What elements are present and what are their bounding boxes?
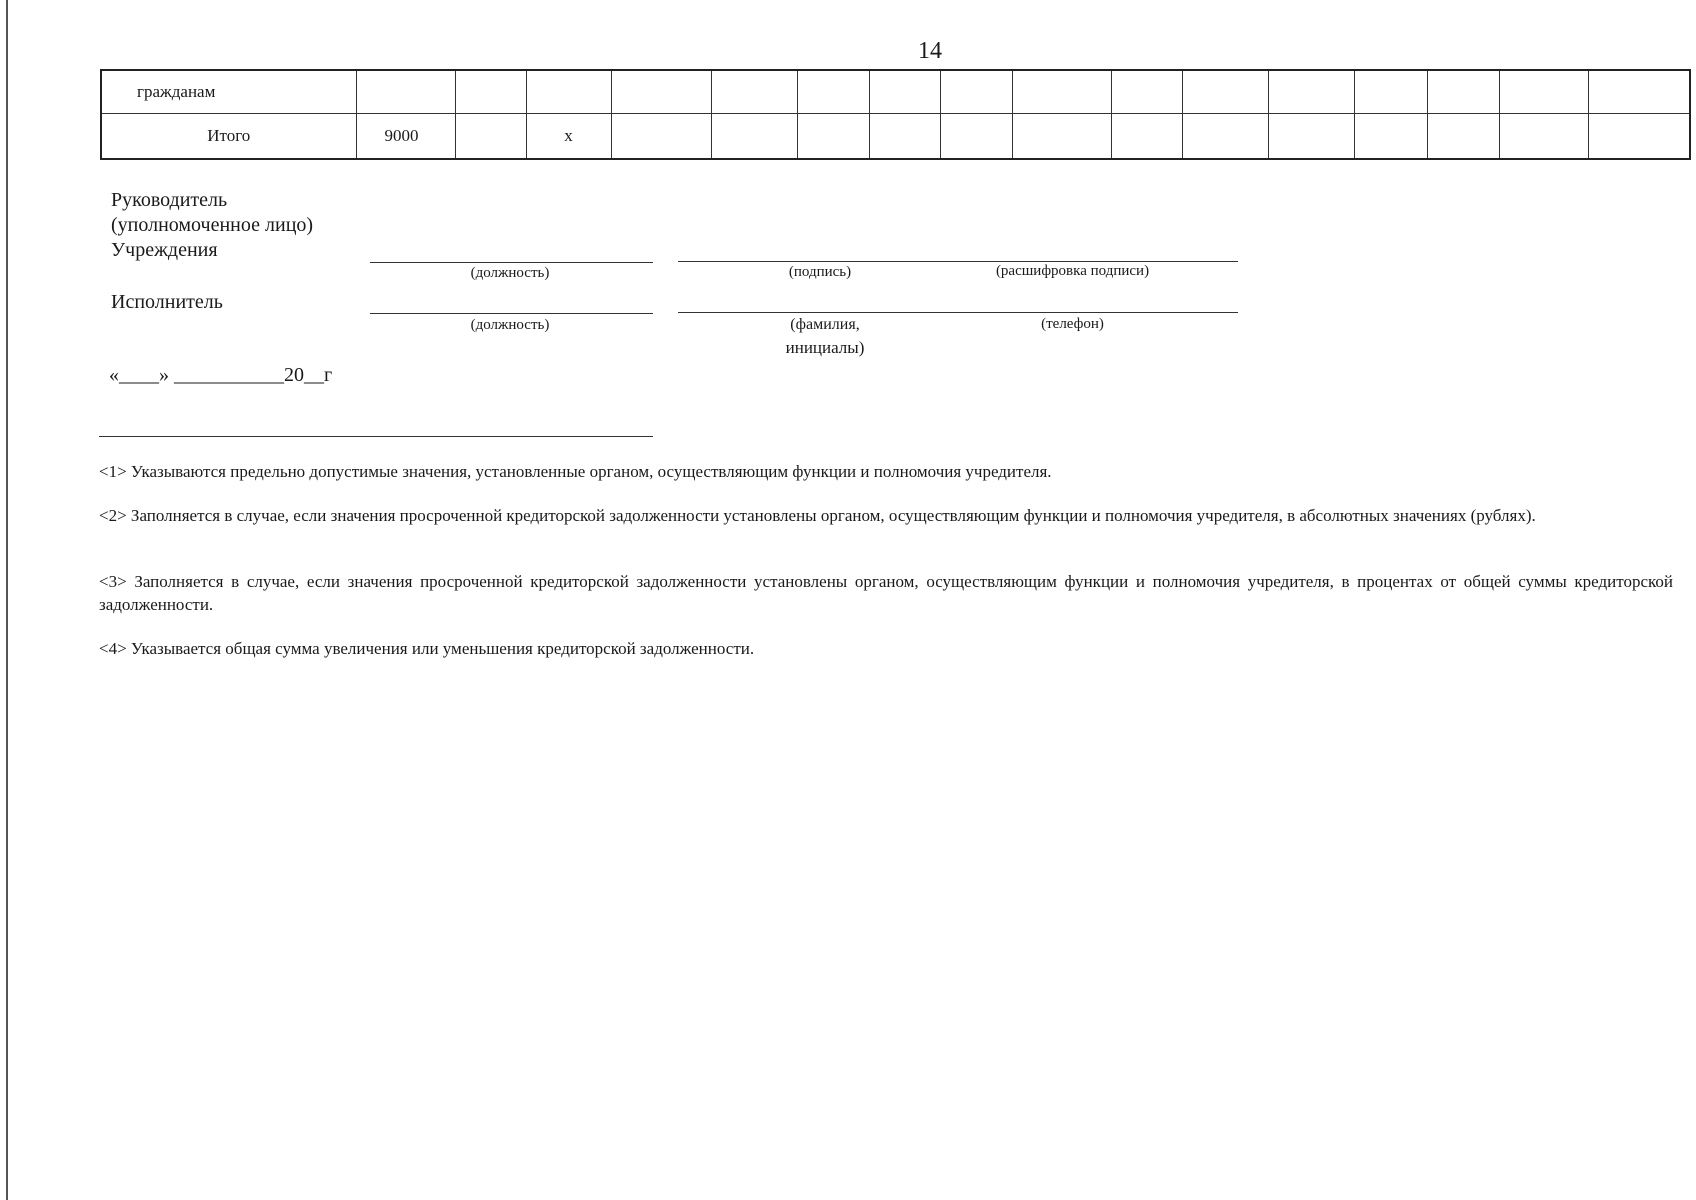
table-cell <box>940 70 1012 114</box>
table-cell <box>1012 114 1111 160</box>
table-cell <box>1182 114 1268 160</box>
signature-caption: (подпись) <box>788 264 852 280</box>
decoding-caption: (расшифровка подписи) <box>995 263 1150 279</box>
table-cell <box>1182 70 1268 114</box>
table-cell-total-label: Итого <box>101 114 356 160</box>
table-cell <box>1588 114 1690 160</box>
table-cell <box>869 70 940 114</box>
table-cell <box>455 114 526 160</box>
table-cell <box>711 114 797 160</box>
table-cell-total-value: 9000 <box>356 114 455 160</box>
table-cell <box>797 70 869 114</box>
surname-caption-line1: (фамилия, <box>790 316 860 333</box>
table-cell-label: гражданам <box>101 70 356 114</box>
table-cell <box>1427 70 1499 114</box>
table-cell <box>869 114 940 160</box>
table-cell-x: х <box>526 114 611 160</box>
position-line <box>370 262 653 263</box>
table-row <box>101 70 1690 114</box>
table-cell <box>356 70 455 114</box>
position-caption: (должность) <box>470 265 550 281</box>
footnote-3: <3> Заполняется в случае, если значения просроченной кредиторской задолженности установлены органом, осуществляющим функции и полномочия учредителя, в процентах от общей суммы кредиторской задолженности. <box>99 572 1673 614</box>
date-line: «____» ___________20__г <box>109 364 333 386</box>
head-label-line1: Руководитель <box>111 189 228 211</box>
executor-label: Исполнитель <box>111 291 223 313</box>
head-label-line3: Учреждения <box>111 239 218 261</box>
surname-caption-line2: инициалы) <box>785 338 865 357</box>
table-cell <box>611 114 711 160</box>
executor-position-caption: (должность) <box>470 317 550 333</box>
table-row-total <box>101 114 1690 160</box>
table-cell <box>711 70 797 114</box>
page-number: 14 <box>918 38 942 64</box>
table-cell <box>1499 114 1588 160</box>
table-cell <box>1354 114 1427 160</box>
footnote-2: <2> Заполняется в случае, если значения просроченной кредиторской задолженности установлены органом, осуществляющим функции и полномочия учредителя, в абсолютных значениях (рублях). <box>99 506 1536 525</box>
signature-line <box>678 261 1238 262</box>
table-cell <box>455 70 526 114</box>
footnote-4: <4> Указывается общая сумма увеличения или уменьшения кредиторской задолженности. <box>99 639 755 658</box>
executor-details-line <box>678 312 1238 313</box>
table-cell <box>1111 114 1182 160</box>
head-label-line2: (уполномоченное лицо) <box>111 214 314 236</box>
phone-caption: (телефон) <box>1041 316 1104 332</box>
table-cell <box>1588 70 1690 114</box>
page-left-border <box>6 0 8 1200</box>
footnote-1: <1> Указываются предельно допустимые значения, установленные органом, осуществляющим функции и полномочия учредителя. <box>99 462 1052 481</box>
table-cell <box>1268 114 1354 160</box>
data-table <box>100 69 1691 160</box>
table-cell <box>1268 70 1354 114</box>
table-cell <box>940 114 1012 160</box>
table-cell <box>1354 70 1427 114</box>
table-cell <box>1111 70 1182 114</box>
table-cell <box>1499 70 1588 114</box>
table-cell <box>1427 114 1499 160</box>
table-cell <box>526 70 611 114</box>
table-cell <box>797 114 869 160</box>
executor-position-line <box>370 313 653 314</box>
table-cell <box>1012 70 1111 114</box>
footnote-separator <box>99 436 653 437</box>
table-cell <box>611 70 711 114</box>
